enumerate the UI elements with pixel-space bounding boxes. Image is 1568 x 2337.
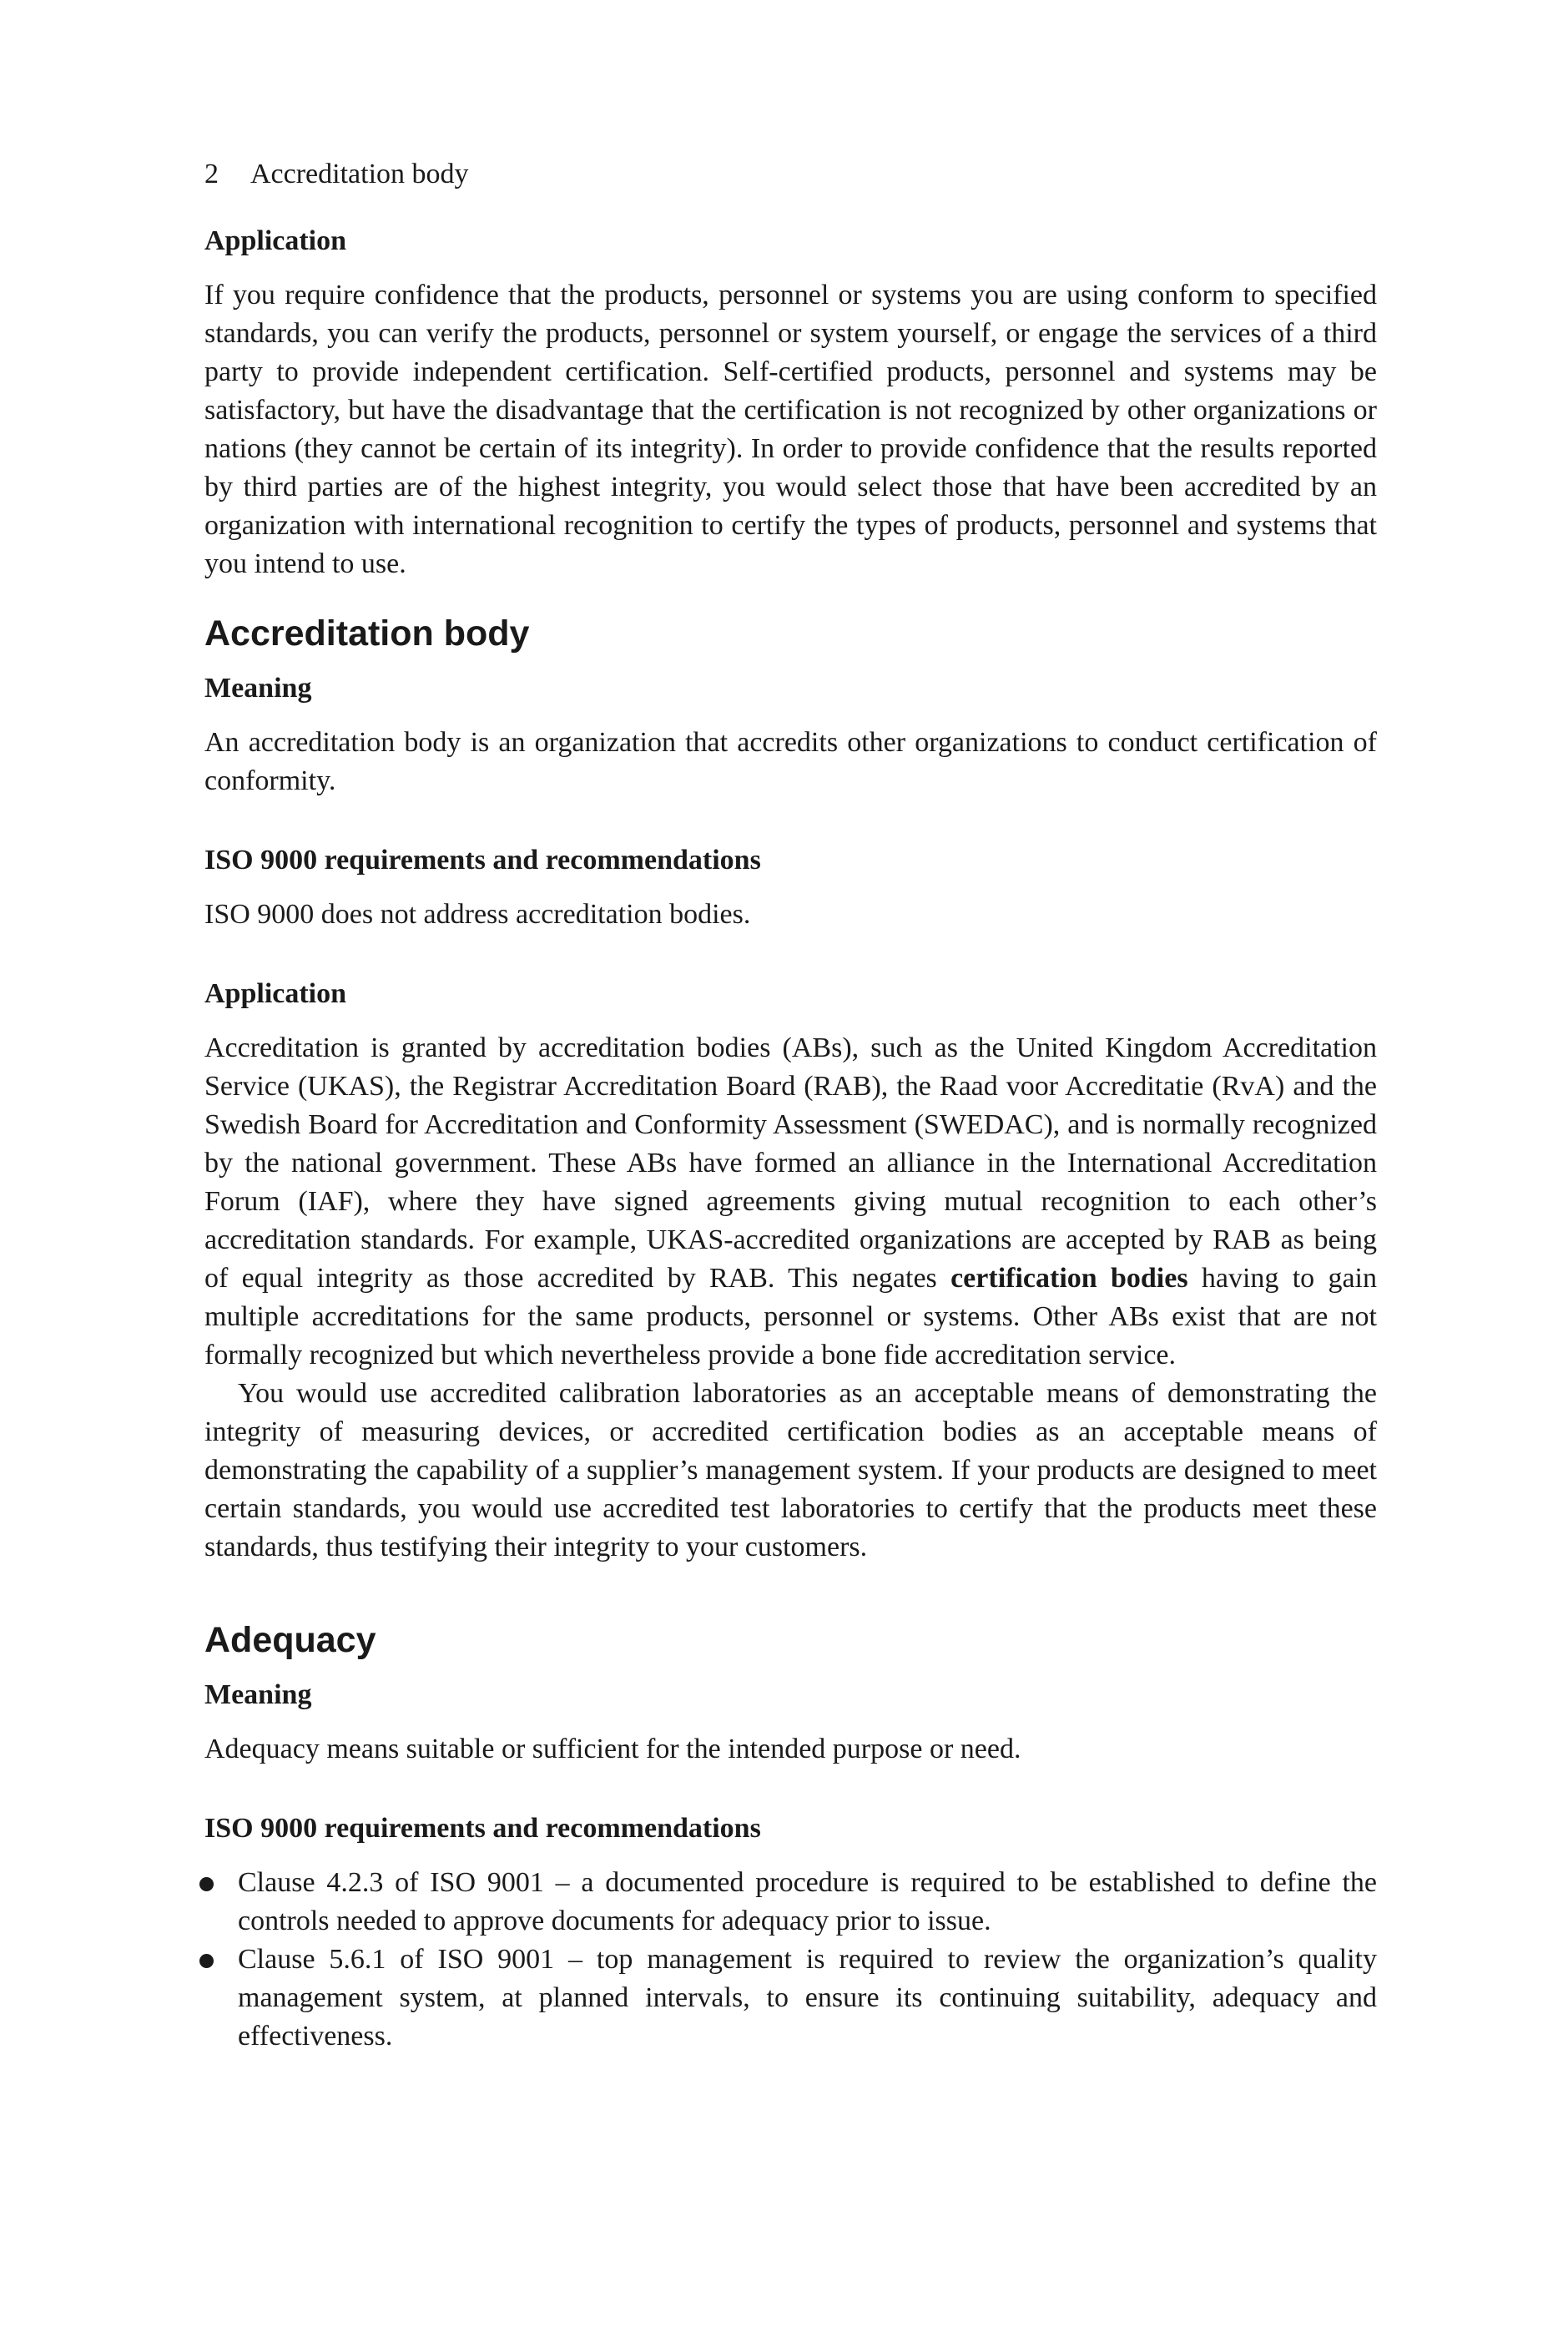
certification-bodies-term: certification bodies xyxy=(950,1263,1188,1294)
running-head-title: Accreditation body xyxy=(250,159,469,189)
meaning-paragraph: An accreditation body is an organization that accredits other organizations to conduct certification of conformity. xyxy=(204,727,1377,796)
application-paragraph-2 xyxy=(204,1029,1377,1375)
adequacy-meaning-heading: Meaning xyxy=(204,1679,312,1710)
page-number: 2 xyxy=(204,159,219,189)
meaning-heading: Meaning xyxy=(204,673,312,704)
application-text-part-2: having to gain multiple accreditations for the same products, personnel or systems. Other ABs exist that are not formally recognized but which nevertheless provide a bone fide accreditation service. xyxy=(204,1263,1377,1370)
application-heading-2: Application xyxy=(204,978,347,1009)
application-paragraph: If you require confidence that the products, personnel or systems you are using conform to specified standards, you can verify the products, personnel or system yourself, or engage the services of a third party to provide independent certification. Self-certified products, personnel and systems may be satisfactory, but have the disadvantage that the certification is not recognized by other organizations or nations (they cannot be certain of its integrity). In order to provide confidence that the results reported by third parties are of the highest integrity, you would select those that have been accredited by an organization with international recognition to certify the types of products, personnel and systems that you intend to use. xyxy=(204,280,1377,579)
page-content xyxy=(204,154,1377,2056)
bullet-text: Clause 5.6.1 of ISO 9001 – top management is required to review the organization’s quality management system, at planned intervals, to ensure its continuing suitability, adequacy and effectiveness. xyxy=(238,1944,1377,2052)
iso-heading: ISO 9000 requirements and recommendations xyxy=(204,845,761,876)
application-heading: Application xyxy=(204,225,347,256)
bullet-icon xyxy=(199,1954,214,1968)
adequacy-meaning-paragraph: Adequacy means suitable or sufficient for the intended purpose or need. xyxy=(204,1734,1021,1764)
accreditation-body-title: Accreditation body xyxy=(204,613,530,654)
running-head xyxy=(204,154,1377,194)
list-item xyxy=(204,1941,1377,2056)
list-item xyxy=(204,1864,1377,1941)
bullet-text: Clause 4.2.3 of ISO 9001 – a documented procedure is required to be established to define the controls needed to approve documents for adequacy prior to issue. xyxy=(238,1867,1377,1936)
bullet-icon xyxy=(199,1877,214,1891)
iso-paragraph: ISO 9000 does not address accreditation bodies. xyxy=(204,899,751,930)
adequacy-bullet-list xyxy=(204,1864,1377,2056)
adequacy-iso-heading: ISO 9000 requirements and recommendations xyxy=(204,1813,761,1844)
adequacy-title: Adequacy xyxy=(204,1620,376,1660)
application-paragraph-3: You would use accredited calibration laboratories as an acceptable means of demonstrating the integrity of measuring devices, or accredited certification bodies as an acceptable means of demonstrating the capability of a supplier’s management system. If your products are designed to meet certain standards, you would use accredited test laboratories to certify that the products meet these standards, thus testifying their integrity to your customers. xyxy=(204,1378,1377,1562)
application-text-part-1: Accreditation is granted by accreditation bodies (ABs), such as the United Kingdom Accreditation Service (UKAS), the Registrar Accreditation Board (RAB), the Raad voor Accreditatie (RvA) and the Swedish Board for Accreditation and Conformity Assessment (SWEDAC), and is normally recognized by the national government. These ABs have formed an alliance in the International Accreditation Forum (IAF), where they have signed agreements giving mutual recognition to each other’s accreditation standards. For example, UKAS-accredited organizations are accepted by RAB as being of equal integrity as those accredited by RAB. This negates xyxy=(204,1032,1377,1294)
